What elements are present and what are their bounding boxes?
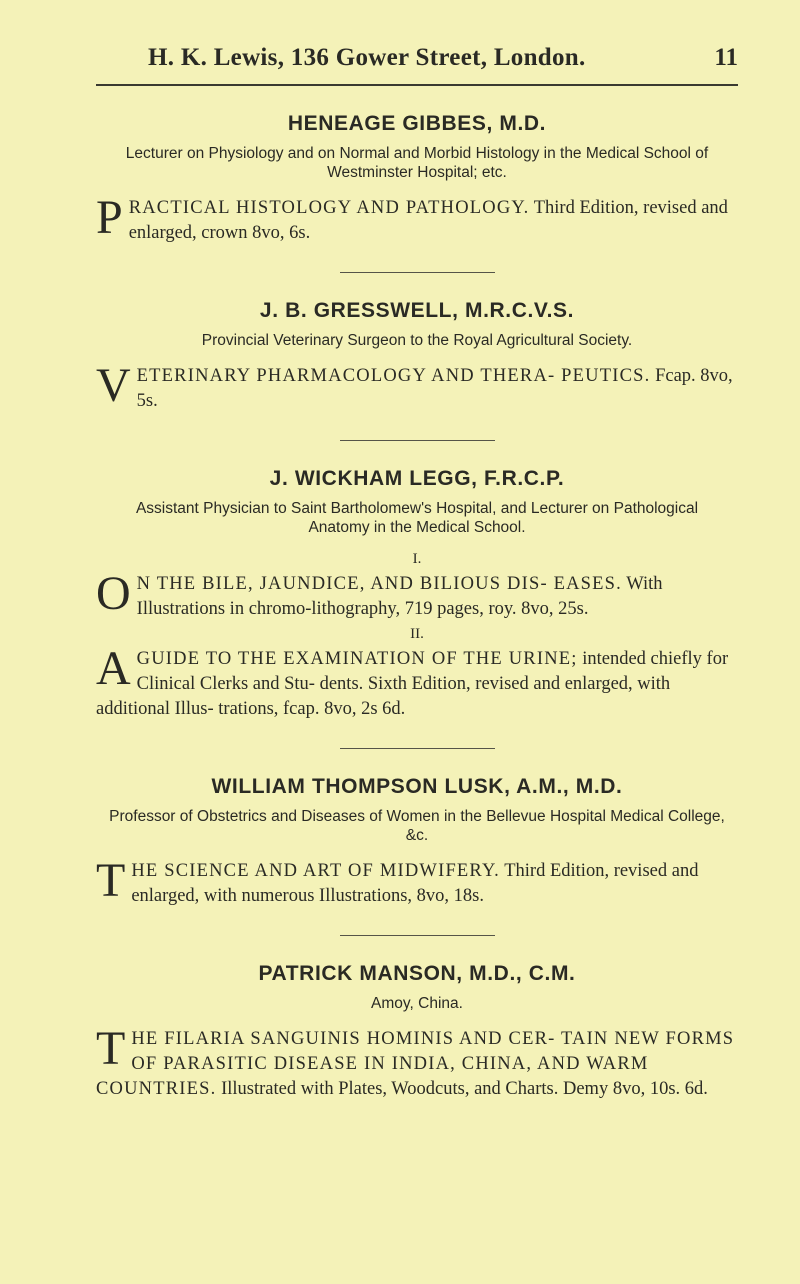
author-entry <box>96 467 738 722</box>
book-numeral: I. <box>412 551 422 567</box>
catalogue-page <box>96 30 738 1102</box>
book-listing <box>96 359 738 414</box>
author-entry <box>96 962 738 1102</box>
book-details: With Illustrations in chromo-lithography, 719 pages, roy. 8vo, 25s. <box>136 574 663 619</box>
author-name: PATRICK MANSON, M.D., C.M. <box>258 962 576 985</box>
book-title: ETERINARY PHARMACOLOGY AND THERA- PEUTICS. <box>136 366 651 386</box>
section-divider <box>340 935 495 936</box>
book-details: Fcap. 8vo, 5s. <box>136 366 733 411</box>
section-divider <box>340 440 495 441</box>
drop-cap: P <box>96 191 123 244</box>
author-name: J. B. GRESSWELL, M.R.C.V.S. <box>259 299 575 322</box>
page-number: 11 <box>714 44 738 71</box>
book-listing <box>96 191 738 246</box>
book-listing <box>96 1022 738 1102</box>
author-affiliation: Lecturer on Physiology and on Normal and Morbid Histology in the Medical School of Westminster Hospital; etc. <box>125 145 709 181</box>
drop-cap: T <box>96 1022 126 1075</box>
drop-cap: V <box>96 359 131 412</box>
drop-cap: A <box>96 642 131 695</box>
author-affiliation: Assistant Physician to Saint Bartholomew's Hospital, and Lecturer on Pathological Anatomy in the Medical School. <box>135 500 699 536</box>
book-title: GUIDE TO THE EXAMINATION OF THE URINE; <box>136 649 578 669</box>
running-head <box>96 30 738 70</box>
book-details: Third Edition, revised and enlarged, crown 8vo, 6s. <box>128 198 728 243</box>
drop-cap: T <box>96 854 126 907</box>
author-entry <box>96 112 738 246</box>
book-listing <box>96 854 738 909</box>
author-name: HENEAGE GIBBES, M.D. <box>287 112 547 135</box>
book-title: HE SCIENCE AND ART OF MIDWIFERY. <box>131 861 500 881</box>
author-entry <box>96 299 738 414</box>
author-name: J. WICKHAM LEGG, F.R.C.P. <box>269 467 565 490</box>
running-head-title: H. K. Lewis, 136 Gower Street, London. <box>148 44 586 71</box>
author-entry <box>96 775 738 909</box>
author-affiliation: Amoy, China. <box>371 995 463 1012</box>
drop-cap: O <box>96 567 131 620</box>
book-details: Illustrated with Plates, Woodcuts, and Charts. Demy 8vo, 10s. 6d. <box>216 1079 708 1099</box>
book-details: Third Edition, revised and enlarged, with numerous Illustrations, 8vo, 18s. <box>131 861 699 906</box>
book-title: N THE BILE, JAUNDICE, AND BILIOUS DIS- EASES. <box>136 574 622 594</box>
book-listing <box>96 567 738 622</box>
book-title: RACTICAL HISTOLOGY AND PATHOLOGY. <box>128 198 530 218</box>
book-numeral: II. <box>410 626 424 642</box>
author-affiliation: Professor of Obstetrics and Diseases of Women in the Bellevue Hospital Medical College, &c. <box>109 808 725 844</box>
book-details: intended chiefly for Clinical Clerks and Stu- dents. Sixth Edition, revised and enlarged, with additional Illus- trations, fcap. 8vo, 2s 6d. <box>96 649 729 719</box>
book-title: HE FILARIA SANGUINIS HOMINIS AND CER- TAIN NEW FORMS OF PARASITIC DISEASE IN INDIA, CHINA, AND WARM COUNTRIES. <box>96 1029 735 1099</box>
header-rule <box>96 84 738 86</box>
section-divider <box>340 748 495 749</box>
author-affiliation: Provincial Veterinary Surgeon to the Royal Agricultural Society. <box>201 332 633 349</box>
book-listing <box>96 642 738 722</box>
author-name: WILLIAM THOMPSON LUSK, A.M., M.D. <box>211 775 623 798</box>
section-divider <box>340 272 495 273</box>
